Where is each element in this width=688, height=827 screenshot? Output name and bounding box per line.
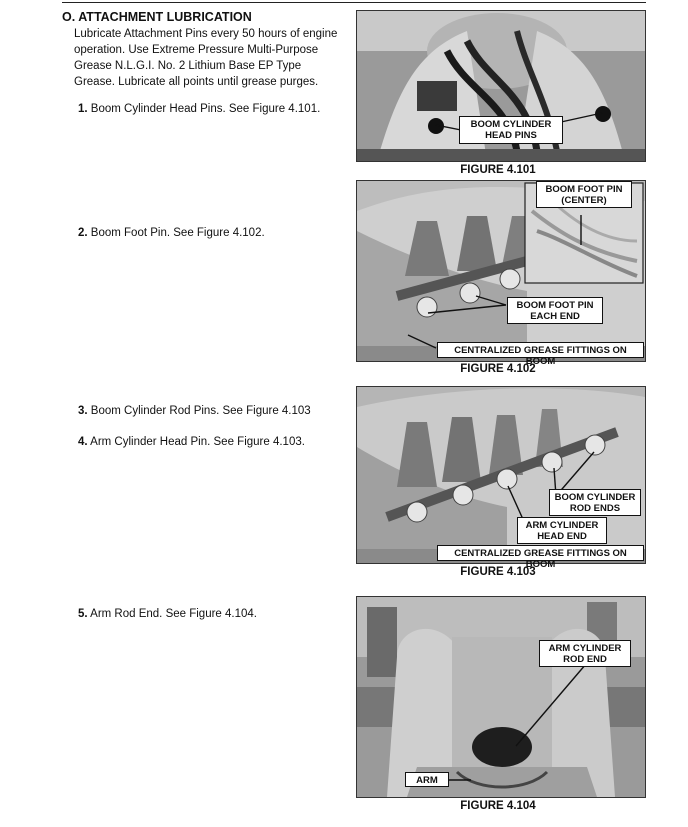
step-3	[78, 405, 311, 417]
figure-4-101-caption: FIGURE 4.101	[460, 164, 536, 176]
callout-arm: ARM	[405, 772, 449, 787]
step-number: 3.	[78, 405, 88, 417]
step-1	[78, 103, 320, 115]
figure-4-104-caption: FIGURE 4.104	[460, 800, 536, 812]
section-heading: O. ATTACHMENT LUBRICATION	[62, 10, 252, 24]
step-text: Arm Cylinder Head Pin. See Figure 4.103.	[90, 436, 305, 448]
intro-paragraph: Lubricate Attachment Pins every 50 hours of engine operation. Use Extreme Pressure Multi-Purpose Grease N.L.G.I. No. 2 Lithium Base EP Type Grease. Lubricate all points until grease purges.	[74, 28, 338, 88]
callout-boom-cylinder-rod-ends: BOOM CYLINDER ROD ENDS	[549, 489, 641, 516]
step-text: Boom Cylinder Head Pins. See Figure 4.101.	[90, 103, 321, 115]
step-2	[78, 227, 265, 239]
figure-4-104-leaders	[356, 596, 644, 796]
step-text: Boom Cylinder Rod Pins. See Figure 4.103	[90, 405, 311, 417]
callout-boom-foot-pin-center: BOOM FOOT PIN (CENTER)	[536, 181, 632, 208]
callout-arm-cylinder-head-end: ARM CYLINDER HEAD END	[517, 517, 607, 544]
step-5	[78, 608, 257, 620]
figure-4-102-caption: FIGURE 4.102	[460, 363, 536, 375]
step-number: 5.	[78, 608, 88, 620]
step-text: Arm Rod End. See Figure 4.104.	[90, 608, 257, 620]
figure-4-103-caption: FIGURE 4.103	[460, 566, 536, 578]
text-column	[62, 10, 342, 90]
step-number: 4.	[78, 436, 88, 448]
step-4	[78, 436, 305, 448]
top-rule	[62, 2, 646, 3]
callout-centralized-grease-fittings: CENTRALIZED GREASE FITTINGS ON BOOM	[437, 342, 644, 358]
step-text: Boom Foot Pin. See Figure 4.102.	[90, 227, 265, 239]
step-number: 2.	[78, 227, 88, 239]
callout-boom-cylinder-head-pins: BOOM CYLINDER HEAD PINS	[459, 116, 563, 144]
callout-centralized-grease-fittings: CENTRALIZED GREASE FITTINGS ON BOOM	[437, 545, 644, 561]
callout-boom-foot-pin-each-end: BOOM FOOT PIN EACH END	[507, 297, 603, 324]
callout-arm-cylinder-rod-end: ARM CYLINDER ROD END	[539, 640, 631, 667]
step-number: 1.	[78, 103, 88, 115]
